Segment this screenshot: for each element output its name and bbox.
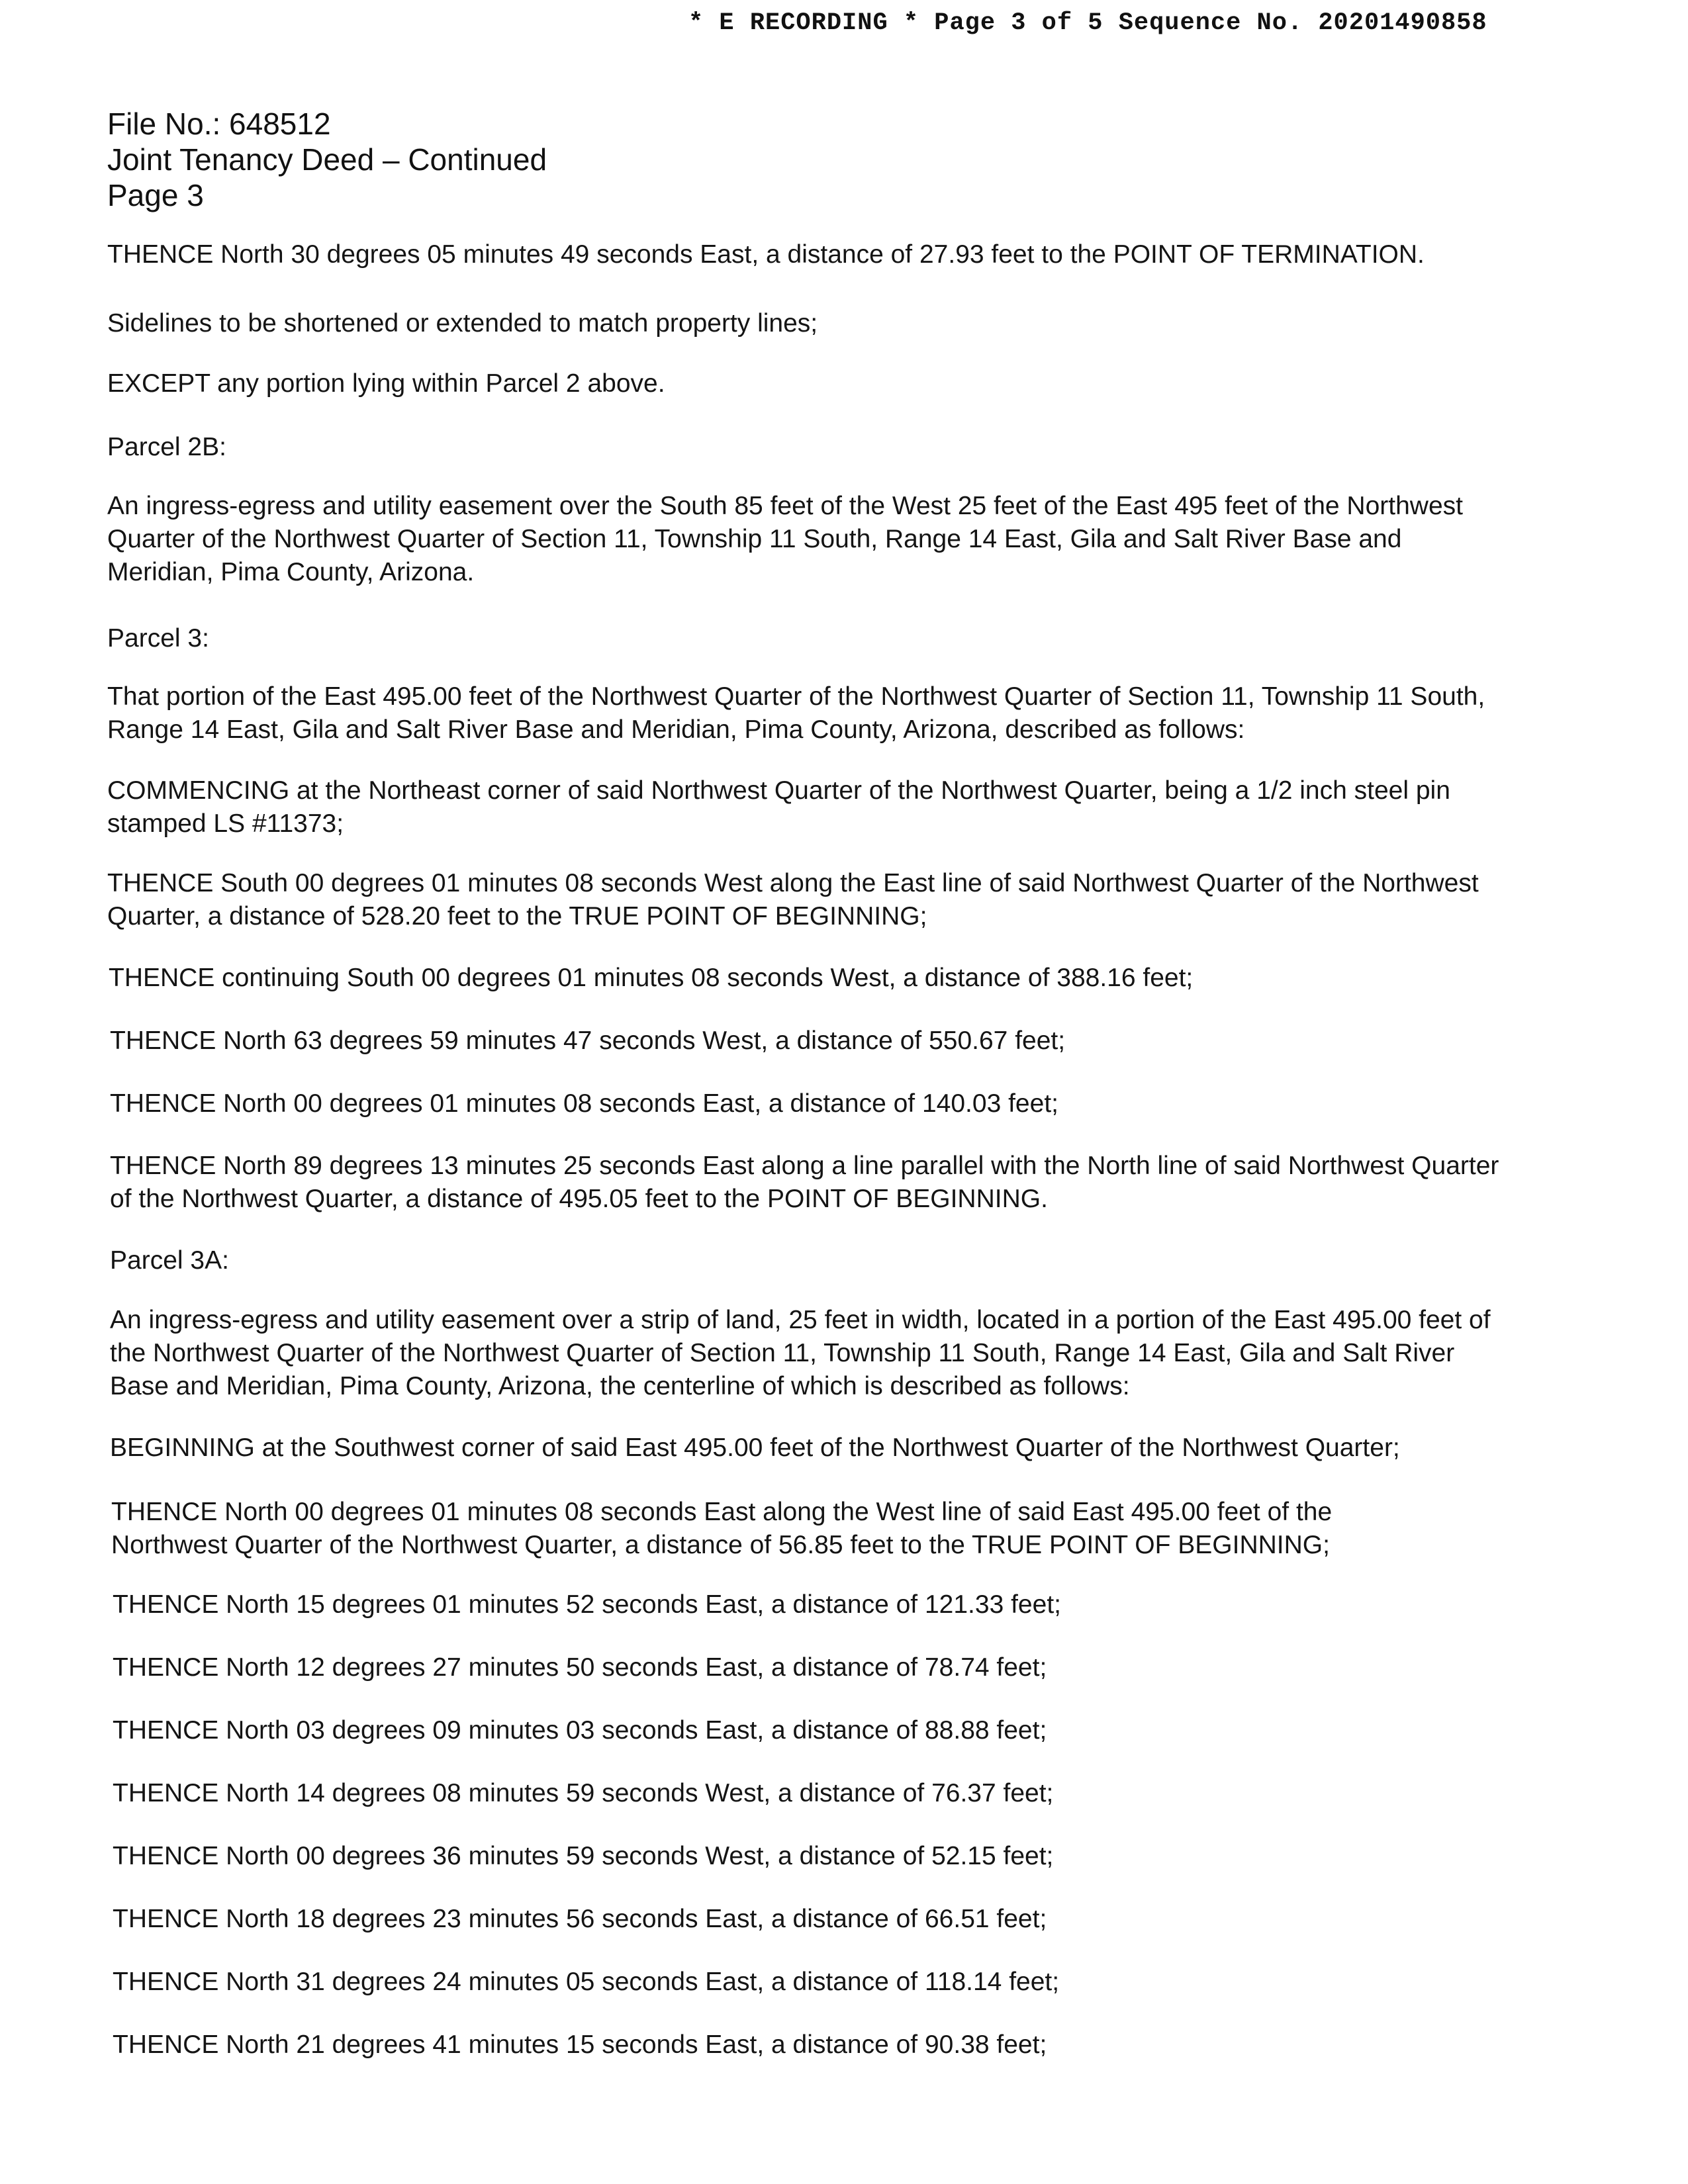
parcel-3a-description: An ingress-egress and utility easement over a strip of land, 25 feet in width, located in a portion of the East 495.00 feet of the Northwest Quarter of the Northwest Quarter of Section 11, Township 11 South, Range 14 East, Gila and Salt River Base and Meridian, Pima County, Arizona, the centerline of which is described as follows: [110,1306,1491,1400]
paragraph-course-12: THENCE North 18 degrees 23 minutes 56 seconds East, a distance of 66.51 feet; [113,1905,1047,1933]
paragraph-sidelines: Sidelines to be shortened or extended to match property lines; [107,309,818,338]
paragraph-course-10: THENCE North 14 degrees 08 minutes 59 seconds West, a distance of 76.37 feet; [113,1779,1054,1807]
paragraph-course-4: THENCE North 00 degrees 01 minutes 08 seconds East, a distance of 140.03 feet; [110,1089,1058,1118]
paragraph-course-8: THENCE North 12 degrees 27 minutes 50 seconds East, a distance of 78.74 feet; [113,1653,1047,1682]
paragraph-course-9: THENCE North 03 degrees 09 minutes 03 seconds East, a distance of 88.88 feet; [113,1716,1047,1745]
paragraph-course-3: THENCE North 63 degrees 59 minutes 47 seconds West, a distance of 550.67 feet; [110,1026,1066,1055]
paragraph-course-13: THENCE North 31 degrees 24 minutes 05 seconds East, a distance of 118.14 feet; [113,1968,1060,1996]
paragraph-course-7: THENCE North 15 degrees 01 minutes 52 seconds East, a distance of 121.33 feet; [113,1590,1061,1619]
paragraph-course-11: THENCE North 00 degrees 36 minutes 59 seconds West, a distance of 52.15 feet; [113,1842,1054,1870]
paragraph-course-6: THENCE North 00 degrees 01 minutes 08 seconds East along the West line of said East 495.00 feet of the Northwest Quarter of the Northwest Quarter, a distance of 56.85 feet to the TRUE POINT OF BEGINNING; [111,1498,1333,1559]
page-number: Page 3 [107,178,204,212]
page-header [107,106,547,213]
parcel-3-heading: Parcel 3: [107,624,209,653]
paragraph-beginning: BEGINNING at the Southwest corner of said East 495.00 feet of the Northwest Quarter of the Northwest Quarter; [110,1433,1400,1462]
file-number: File No.: 648512 [107,107,331,141]
paragraph-course-14: THENCE North 21 degrees 41 minutes 15 seconds East, a distance of 90.38 feet; [113,2030,1047,2059]
parcel-2b-description: An ingress-egress and utility easement over the South 85 feet of the West 25 feet of the East 495 feet of the Northwest Quarter of the Northwest Quarter of Section 11, Township 11 South, Range 14 East, Gila and Salt River Base and Meridian, Pima County, Arizona. [107,492,1463,586]
paragraph-termination: THENCE North 30 degrees 05 minutes 49 seconds East, a distance of 27.93 feet to the POINT OF TERMINATION. [107,240,1425,269]
parcel-3-description: That portion of the East 495.00 feet of the Northwest Quarter of the Northwest Quarter of Section 11, Township 11 South, Range 14 East, Gila and Salt River Base and Meridian, Pima County, Arizona, described as follows: [107,682,1485,744]
paragraph-course-5: THENCE North 89 degrees 13 minutes 25 seconds East along a line parallel with the North line of said Northwest Quarter of the Northwest Quarter, a distance of 495.05 feet to the POINT OF BEGINNING. [110,1152,1499,1213]
parcel-3a-heading: Parcel 3A: [110,1246,229,1275]
paragraph-course-2: THENCE continuing South 00 degrees 01 minutes 08 seconds West, a distance of 388.16 feet; [109,964,1194,992]
document-title: Joint Tenancy Deed – Continued [107,142,547,177]
paragraph-commencing: COMMENCING at the Northeast corner of said Northwest Quarter of the Northwest Quarter, being a 1/2 inch steel pin stamped LS #11373; [107,776,1450,838]
recording-stamp: * E RECORDING * Page 3 of 5 Sequence No. 20201490858 [688,9,1487,37]
parcel-2b-heading: Parcel 2B: [107,433,226,461]
paragraph-except: EXCEPT any portion lying within Parcel 2 above. [107,369,665,398]
paragraph-course-1: THENCE South 00 degrees 01 minutes 08 seconds West along the East line of said Northwest Quarter of the Northwest Quarter, a distance of 528.20 feet to the TRUE POINT OF BEGINNING; [107,869,1479,931]
